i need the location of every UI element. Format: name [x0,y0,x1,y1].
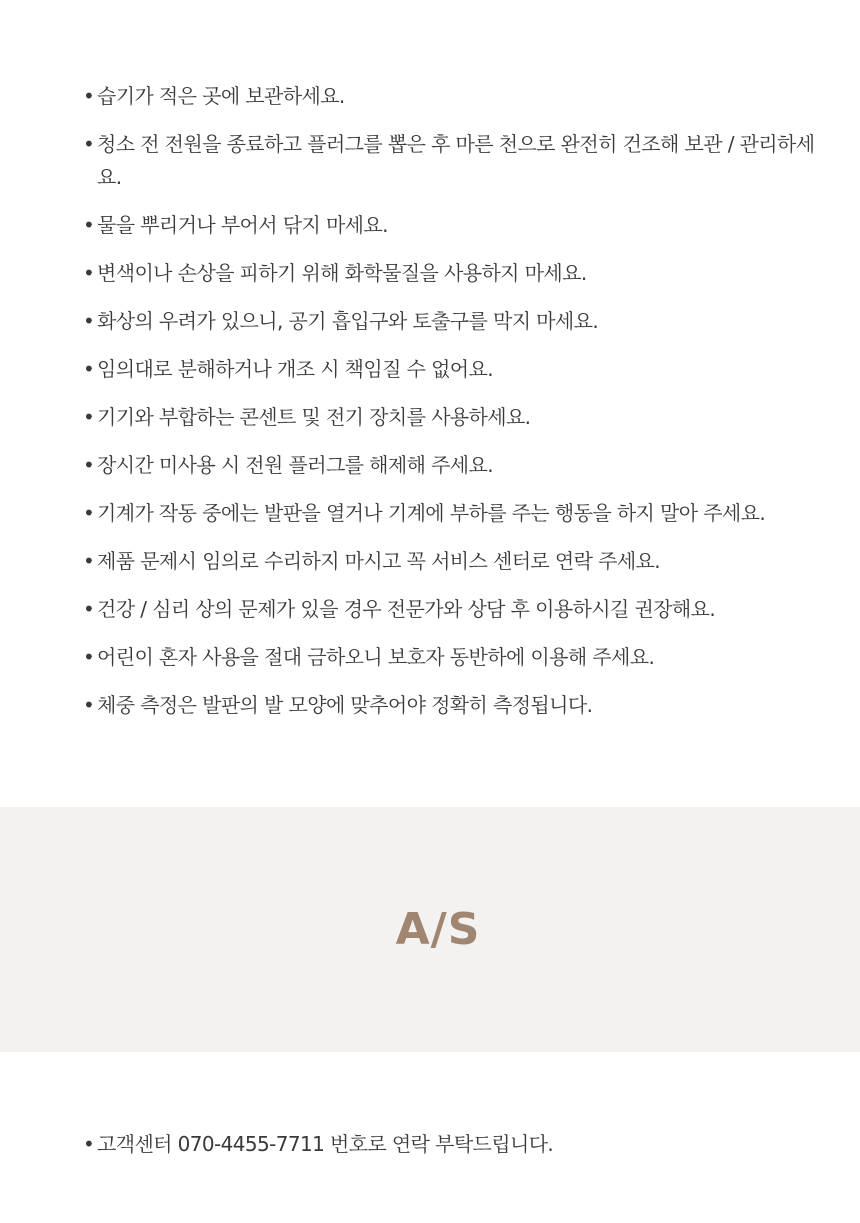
bullet: • [83,693,95,717]
precaution-text: 청소 전 전원을 종료하고 플러그를 뽑은 후 마른 천으로 완전히 건조해 보관 / 관리하세요. [97,132,815,189]
bullet: • [83,84,95,108]
as-section-banner [0,807,860,1052]
precaution-text: 물을 뿌리거나 부어서 닦지 마세요. [97,213,388,237]
precaution-text: 기기와 부합하는 콘센트 및 전기 장치를 사용하세요. [97,405,531,429]
precaution-text: 습기가 적은 곳에 보관하세요. [97,84,345,108]
bullet: • [83,357,95,381]
bullet: • [83,309,95,333]
bullet: • [83,213,95,237]
bullet: • [83,549,95,573]
list-item [80,257,820,290]
list-item [80,593,820,626]
as-title: A/S [395,904,481,955]
precautions-list [80,80,820,737]
as-info-list [80,1128,820,1176]
precaution-text: 임의대로 분해하거나 개조 시 책임질 수 없어요. [97,357,493,381]
list-item [80,641,820,674]
bullet: • [83,645,95,669]
precaution-text: 기계가 작동 중에는 발판을 열거나 기계에 부하를 주는 행동을 하지 말아 주세요. [97,501,766,525]
precaution-text: 체중 측정은 발판의 발 모양에 맞추어야 정확히 측정됩니다. [97,693,593,717]
list-item [80,449,820,482]
list-item [80,305,820,338]
precaution-text: 어린이 혼자 사용을 절대 금하오니 보호자 동반하에 이용해 주세요. [97,645,655,669]
bullet: • [83,453,95,477]
precaution-text: 화상의 우려가 있으니, 공기 흡입구와 토출구를 막지 마세요. [97,309,599,333]
bullet: • [83,261,95,285]
list-item [80,545,820,578]
precaution-text: 제품 문제시 임의로 수리하지 마시고 꼭 서비스 센터로 연락 주세요. [97,549,661,573]
precaution-text: 건강 / 심리 상의 문제가 있을 경우 전문가와 상담 후 이용하시길 권장해요. [97,597,716,621]
list-item [80,401,820,434]
bullet: • [83,405,95,429]
precaution-text: 장시간 미사용 시 전원 플러그를 해제해 주세요. [97,453,493,477]
list-item [80,497,820,530]
list-item [80,353,820,386]
bullet: • [83,1132,95,1156]
list-item [80,689,820,722]
list-item [80,1128,820,1161]
customer-center-text: 고객센터 070-4455-7711 번호로 연락 부탁드립니다. [97,1132,554,1156]
bullet: • [83,501,95,525]
list-item [80,80,820,113]
list-item [80,209,820,242]
precaution-text: 변색이나 손상을 피하기 위해 화학물질을 사용하지 마세요. [97,261,587,285]
bullet: • [83,132,95,156]
bullet: • [83,597,95,621]
list-item [80,128,820,194]
